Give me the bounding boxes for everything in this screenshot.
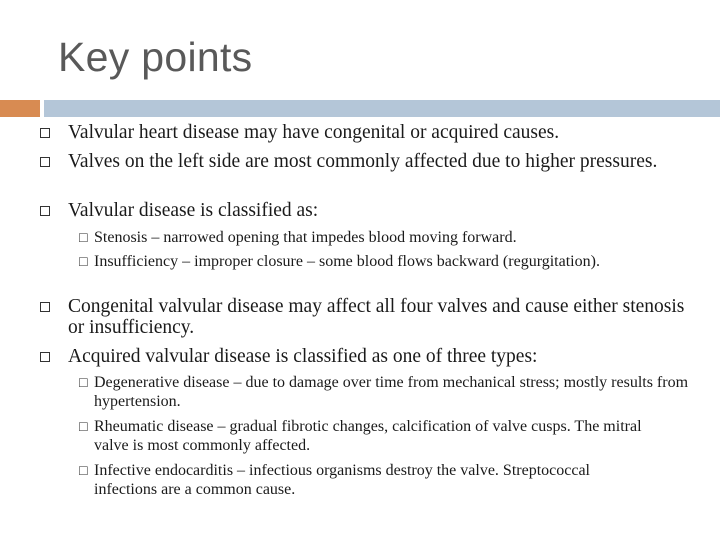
square-bullet-icon [40,352,50,362]
bullet-item: Acquired valvular disease is classified as one of three types: [68,346,538,367]
sub-bullet-icon: ☐ [78,231,89,245]
bullet-item: Valves on the left side are most commonly affected due to higher pressures. [68,151,658,172]
sub-bullet-item: Degenerative disease – due to damage over time from mechanical stress; mostly results from hypertension. [94,374,689,410]
slide-title: Key points [58,34,253,80]
sub-bullet-icon: ☐ [78,376,89,390]
bullet-item: Congenital valvular disease may affect all four valves and cause either stenosis or insufficiency. [68,296,685,338]
bullet-item: Valvular heart disease may have congenital or acquired causes. [68,122,560,143]
bullet-item: Valvular disease is classified as: [68,200,319,221]
sub-bullet-icon: ☐ [78,420,89,434]
accent-bar [0,100,40,117]
square-bullet-icon [40,302,50,312]
sub-bullet-icon: ☐ [78,464,89,478]
square-bullet-icon [40,157,50,167]
title-rule-bar [44,100,720,117]
sub-bullet-icon: ☐ [78,255,89,269]
sub-bullet-item: Stenosis – narrowed opening that impedes blood moving forward. [94,229,517,246]
sub-bullet-item: Infective endocarditis – infectious organisms destroy the valve. Streptococcal infections are a common cause. [94,462,590,498]
square-bullet-icon [40,128,50,138]
sub-bullet-item: Rheumatic disease – gradual fibrotic changes, calcification of valve cusps. The mitral valve is most commonly affected. [94,418,642,454]
square-bullet-icon [40,206,50,216]
sub-bullet-item: Insufficiency – improper closure – some blood flows backward (regurgitation). [94,253,600,270]
